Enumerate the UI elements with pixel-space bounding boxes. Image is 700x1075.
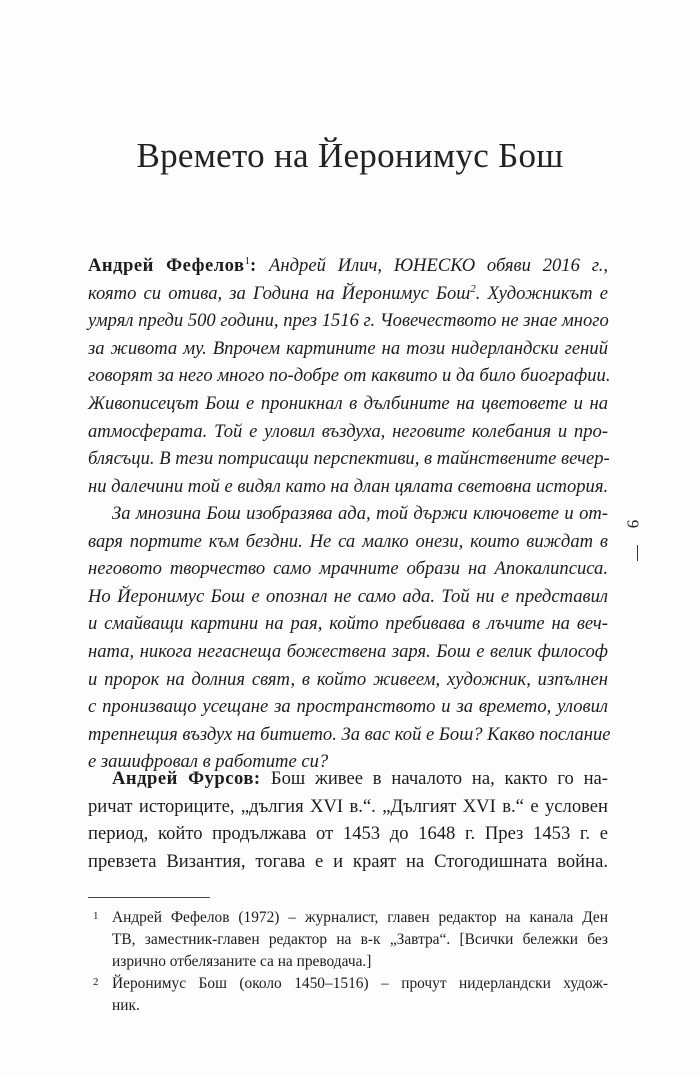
footnote-ref: 1 [244,254,251,267]
text-line: варя портите към бездни. Не са малко онези, които виждат в [88,530,608,552]
text-line: е зашифровал в работите си? [88,751,329,773]
text-line: Йеронимус Бош (около 1450–1516) – прочут нидерландски худож- [112,975,608,992]
text-line: за живота му. Впрочем картините на този нидерландски гений [88,337,608,359]
paragraph-fursov [88,765,608,875]
text-fragment: Андрей Илич, ЮНЕСКО обяви 2016 г., [269,255,608,276]
text-line: За мнозина Бош изобразява ада, той държи ключовете и от- [112,503,608,524]
chapter-title: Времето на Йеронимус Бош [136,136,564,175]
footnote-mark: 2 [93,976,99,988]
text-line: трепнещия въздух на битието. За вас кой е Бош? Какво послание [88,723,611,745]
text-line: атмосферата. Той е уловил въздуха, неговите колебания и про- [88,420,608,442]
text-line: изрично отбелязаните са на преводача.] [112,952,372,970]
text-line: и пророк на долния свят, в който живеем, художник, изпълнен [88,668,608,690]
speaker-name: Андрей Фурсов [112,768,254,789]
text-line: умрял преди 500 години, през 1516 г. Човечеството не знае много [88,310,609,332]
text-line: ник. [112,996,140,1014]
footnote-ref: 2 [470,282,476,295]
text-line: говорят за него много по-добре от каквито и да било биографии. [88,365,611,387]
speaker-name: Андрей Фефелов [88,255,245,276]
speaker-colon: : [253,768,271,789]
text-line: и смайващи картини на рая, който пребивава в лъчите на веч- [88,613,608,635]
text-line: неговото творчество само мрачните образи на Апокалипсиса. [88,558,608,580]
text-line: превзета Византия, тогава е и краят на Стогодишната война. [88,850,608,872]
text-line: Андрей Фефелов (1972) – журналист, главен редактор на канала Ден [112,909,608,926]
footnote-1 [93,907,608,972]
text-line: блясъци. В тези потрисащи перспективи, в тайнствените вечер- [88,448,610,470]
paragraph-fefelov-1 [88,252,611,500]
text-line: ТВ, заместник-главен редактор на в-к „Завтра“. [Всички бележки без [112,930,608,948]
text-line: Но Йеронимус Бош е опознал не само ада. Той ни е представил [88,585,608,607]
text-line: ни далечини той е видял като на длан цялата световна история. [88,475,609,497]
page-number: 9 [623,519,643,529]
text-line [88,252,608,280]
footnote-2 [93,973,608,1017]
text-fragment: Бош живее в началото на, както го на- [270,768,608,789]
footnote-mark: 1 [93,910,99,922]
text-line: период, който продължава от 1453 до 1648 г. През 1453 г. е [88,823,608,845]
footnote-separator [88,897,210,898]
text-line: ричат историците, „дългия XVI в.“. „Дългият XVI в.“ е условен [88,795,608,817]
text-fragment: която си отива, за Година на Йеронимус Бош [88,282,471,304]
text-line [88,280,608,308]
text-line: ната, никога негаснеща божествена заря. Бош е велик философ [88,640,608,662]
speaker-colon: : [250,255,270,276]
paragraph-fefelov-2 [88,500,611,776]
text-line: Живописецът Бош е проникнал в дълбините на цветовете и на [88,392,608,414]
page-number-rule [637,545,638,561]
text-fragment: . Художникът е [475,282,608,304]
text-line [88,765,608,793]
text-line: с пронизващо усещане за пространството и за времето, уловил [88,696,608,718]
